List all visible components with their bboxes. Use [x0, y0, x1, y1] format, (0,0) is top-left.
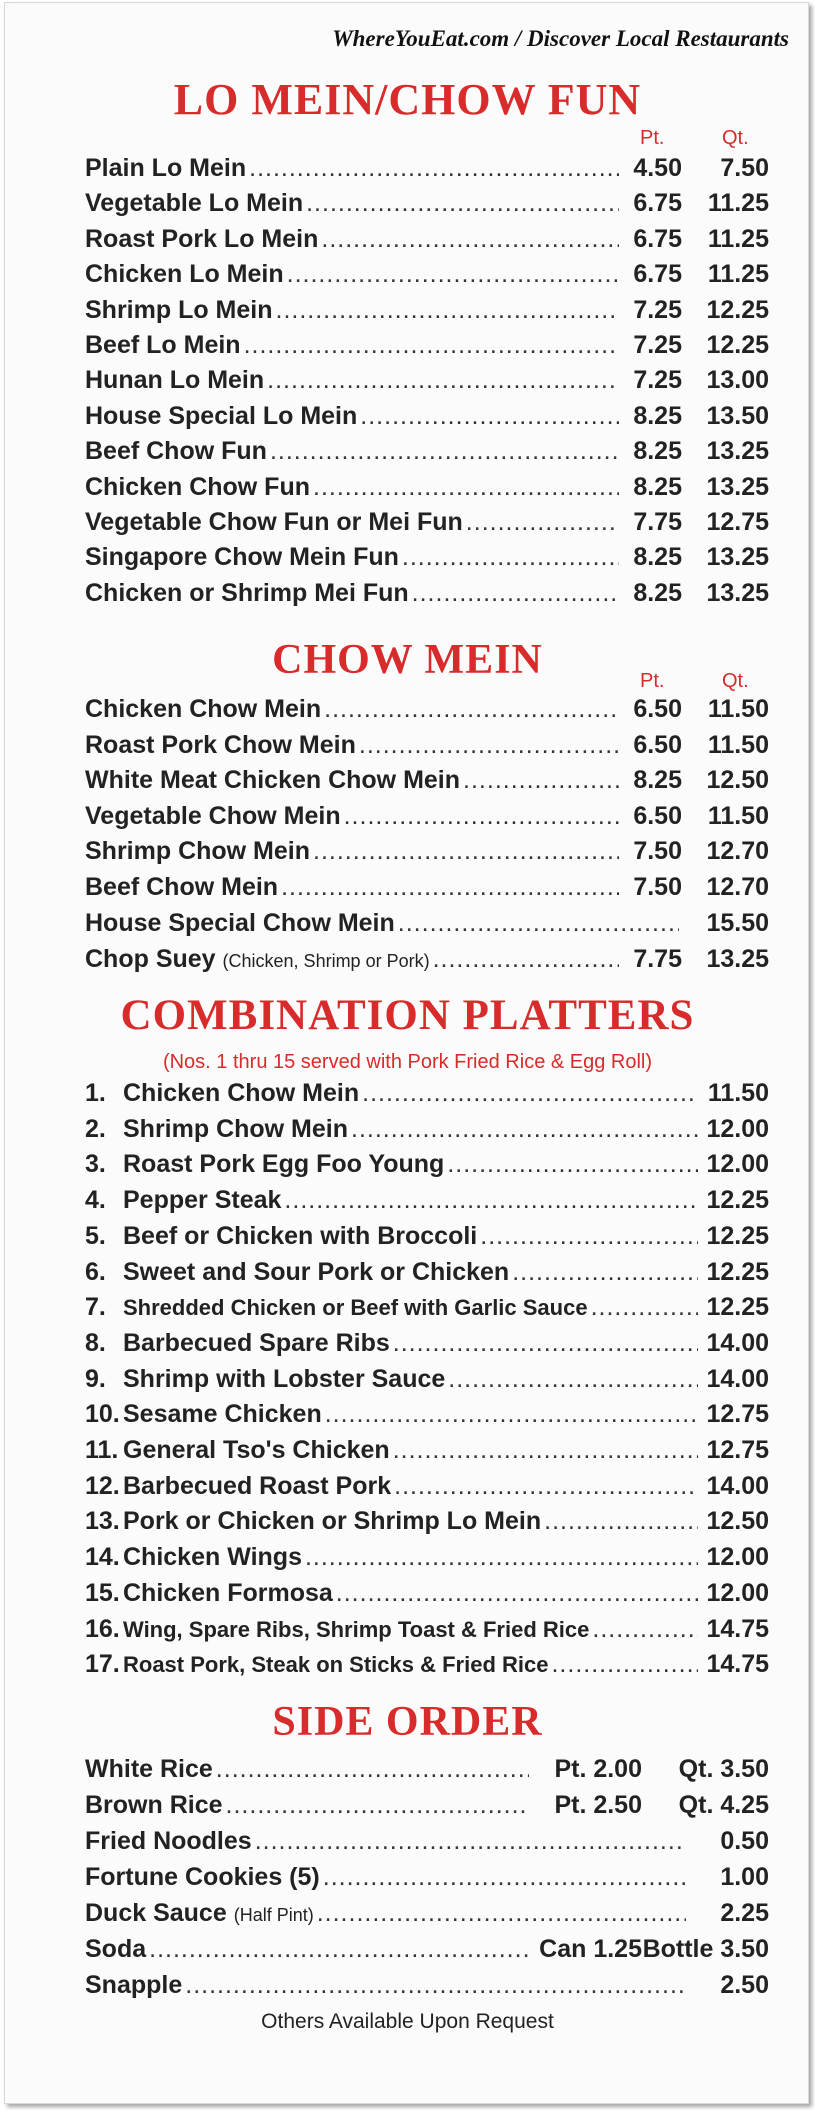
item-price-pt: 7.50 [633, 873, 682, 901]
dot-leader [336, 1579, 698, 1608]
item-price: 11.50 [707, 1079, 769, 1107]
item-price-pt: 7.75 [633, 945, 682, 973]
list-item [85, 1543, 769, 1579]
item-price-qt: 13.25 [706, 472, 769, 501]
item-price: 14.00 [706, 1328, 769, 1357]
item-name: Plain Lo Mein [85, 154, 247, 182]
dot-leader [398, 909, 679, 938]
dot-leader [466, 508, 619, 537]
dot-leader [512, 1258, 698, 1287]
lo-mein-title: LO MEIN/CHOW FUN [173, 75, 642, 124]
item-price-qt: 13.25 [706, 437, 769, 466]
item-name: Duck Sauce (Half Pint) [85, 1899, 314, 1927]
item-price: 12.00 [706, 1543, 769, 1572]
dot-leader [249, 154, 619, 183]
item-number: 7. [85, 1293, 106, 1322]
list-item [85, 873, 769, 909]
item-price: 2.25 [720, 1899, 769, 1927]
list-item [85, 1579, 769, 1615]
list-item [85, 837, 769, 873]
list-item [85, 189, 769, 225]
item-price: 2.50 [720, 1971, 769, 1999]
item-price-pt: 8.25 [633, 437, 682, 466]
item-name: Chicken Chow Mein [123, 1079, 360, 1107]
dot-leader [185, 1971, 686, 2000]
list-item [85, 1329, 769, 1365]
item-price-pt: 8.25 [633, 578, 682, 607]
item-name: Beef Lo Mein [85, 331, 241, 359]
list-item [85, 1186, 769, 1222]
item-price-qt: Qt. 3.50 [678, 1755, 769, 1783]
item-price-qt: 13.00 [706, 366, 769, 395]
item-number: 3. [85, 1150, 106, 1179]
item-price-pt: 7.25 [633, 295, 682, 324]
item-name: Chicken Formosa [123, 1578, 333, 1607]
item-name: General Tso's Chicken [123, 1436, 390, 1464]
item-number: 12. [85, 1471, 120, 1500]
item-name: Sweet and Sour Pork or Chicken [123, 1257, 510, 1286]
item-number: 10. [85, 1400, 120, 1429]
item-name: House Special Lo Mein [85, 401, 358, 430]
dot-leader [592, 1615, 698, 1644]
dot-leader [317, 1899, 686, 1928]
list-item [85, 508, 769, 544]
item-number: 15. [85, 1578, 120, 1607]
item-name: Roast Pork Lo Mein [85, 224, 319, 253]
item-name: Vegetable Chow Fun or Mei Fun [85, 508, 463, 536]
dot-leader [267, 366, 619, 395]
item-price-qt: 12.25 [706, 295, 769, 324]
item-name: Singapore Chow Mein Fun [85, 543, 399, 572]
item-name: Snapple [85, 1971, 183, 1999]
item-price-qt: 11.25 [707, 260, 769, 289]
list-item [85, 1365, 769, 1401]
list-item [85, 366, 769, 402]
item-price: 12.25 [706, 1186, 769, 1215]
item-number: 1. [85, 1079, 106, 1107]
dot-leader [551, 1650, 698, 1679]
item-price-pt: 7.25 [633, 366, 682, 395]
item-name: Shredded Chicken or Beef with Garlic Sauce [123, 1295, 588, 1321]
item-name: Chicken Lo Mein [85, 260, 284, 289]
dot-leader [284, 1186, 698, 1215]
item-number: 17. [85, 1650, 120, 1679]
item-price-pt: 7.25 [633, 331, 682, 359]
item-name: Fortune Cookies (5) [85, 1863, 320, 1891]
item-note: (Chicken, Shrimp or Pork) [222, 951, 430, 971]
item-price-qt: 7.50 [720, 154, 769, 182]
dot-leader [362, 1079, 698, 1108]
item-name: Beef Chow Mein [85, 873, 279, 901]
item-name: Soda [85, 1935, 147, 1963]
item-price-qt: 13.25 [706, 578, 769, 607]
item-price-qt: 11.50 [707, 801, 769, 830]
dot-leader [393, 1329, 698, 1358]
item-number: 14. [85, 1543, 120, 1572]
lo-mein-qt-header: Qt. [722, 127, 749, 149]
item-name: Hunan Lo Mein [85, 366, 265, 395]
item-price: 1.00 [720, 1863, 769, 1891]
item-name: Roast Pork, Steak on Sticks & Fried Rice [123, 1652, 549, 1678]
list-item [85, 579, 769, 615]
item-name: Chicken Chow Mein [85, 695, 322, 723]
item-name: White Rice [85, 1755, 213, 1783]
item-name: Beef Chow Fun [85, 437, 267, 466]
dot-leader [281, 873, 619, 902]
dot-leader [270, 437, 619, 466]
dot-leader [448, 1365, 698, 1394]
item-price: 14.75 [706, 1650, 769, 1679]
item-name: White Meat Chicken Chow Mein [85, 766, 461, 795]
item-price: 15.50 [706, 909, 769, 937]
list-item [85, 296, 769, 332]
item-price: 14.75 [706, 1614, 769, 1643]
item-price-qt: 13.25 [706, 543, 769, 572]
item-price: 12.75 [706, 1436, 769, 1464]
list-item [85, 1863, 769, 1899]
item-price-qt: 12.75 [706, 508, 769, 536]
item-number: 6. [85, 1257, 106, 1286]
item-name: Sesame Chicken [123, 1400, 322, 1429]
dot-leader [325, 1400, 698, 1429]
item-name: Roast Pork Chow Mein [85, 730, 356, 759]
item-price: 12.25 [706, 1221, 769, 1250]
list-item [85, 1400, 769, 1436]
item-price-pt: 6.50 [633, 730, 682, 759]
site-header: WhereYouEat.com / Discover Local Restaurants [332, 26, 789, 51]
dot-leader [255, 1827, 686, 1856]
item-name: Brown Rice [85, 1791, 223, 1819]
list-item [85, 473, 769, 509]
item-price-pt: 6.75 [633, 189, 682, 218]
item-name: Pork or Chicken or Shrimp Lo Mein [123, 1507, 542, 1536]
item-name: Pepper Steak [123, 1186, 282, 1215]
item-price: 12.75 [706, 1400, 769, 1429]
item-price-pt: 6.50 [633, 695, 682, 723]
item-price-pt: 6.75 [633, 260, 682, 289]
item-price: 12.00 [706, 1578, 769, 1607]
item-price-bottle: Bottle 3.50 [642, 1935, 769, 1963]
list-item [85, 1293, 769, 1329]
item-name: Barbecued Spare Ribs [123, 1328, 390, 1357]
item-name: Fried Noodles [85, 1827, 252, 1855]
dot-leader [149, 1935, 529, 1964]
item-price: 14.00 [706, 1471, 769, 1500]
dot-leader [480, 1222, 698, 1251]
dot-leader [394, 1472, 698, 1501]
side-order-title: SIDE ORDER [272, 1699, 543, 1745]
item-number: 16. [85, 1614, 120, 1643]
item-price-qt: 11.25 [707, 224, 769, 253]
chow-mein-title: CHOW MEIN [272, 637, 543, 683]
item-price-qt: 13.50 [706, 401, 769, 430]
item-number: 2. [85, 1114, 106, 1143]
list-item [85, 402, 769, 438]
dot-leader [216, 1755, 529, 1784]
list-item [85, 331, 769, 367]
dot-leader [305, 1543, 698, 1572]
list-item [85, 260, 769, 296]
item-price-qt: 13.25 [706, 945, 769, 973]
item-price: 12.25 [706, 1293, 769, 1322]
item-name: Wing, Spare Ribs, Shrimp Toast & Fried Rice [123, 1616, 590, 1642]
list-item [85, 1899, 769, 1935]
item-price-qt: 11.25 [707, 189, 769, 218]
list-item [85, 1115, 769, 1151]
list-item [85, 154, 769, 190]
dot-leader [321, 225, 619, 254]
dot-leader [360, 402, 619, 431]
dot-leader [244, 331, 619, 360]
item-price-pt: 8.25 [633, 543, 682, 572]
dot-leader [306, 189, 619, 218]
list-item [85, 543, 769, 579]
item-price-can: Can 1.25 [539, 1935, 642, 1963]
item-number: 5. [85, 1221, 106, 1250]
item-price-pt: 4.50 [633, 154, 682, 182]
item-name: Shrimp with Lobster Sauce [123, 1364, 446, 1393]
item-name: Barbecued Roast Pork [123, 1471, 392, 1500]
item-note: (Half Pint) [233, 1905, 314, 1925]
item-name: Chicken or Shrimp Mei Fun [85, 578, 409, 607]
item-name: Shrimp Lo Mein [85, 295, 273, 324]
dot-leader [412, 579, 619, 608]
list-item [85, 1650, 769, 1686]
lo-mein-pt-header: Pt. [640, 127, 665, 149]
item-number: 4. [85, 1186, 106, 1215]
item-name: House Special Chow Mein [85, 909, 395, 937]
list-item [85, 695, 769, 731]
list-item [85, 1472, 769, 1508]
dot-leader [276, 296, 620, 325]
dot-leader [447, 1150, 698, 1179]
dot-leader [313, 473, 619, 502]
list-item [85, 225, 769, 261]
item-price-qt: 11.50 [707, 695, 769, 723]
item-name: Chop Suey (Chicken, Shrimp or Pork) [85, 945, 430, 973]
item-price-pt: 8.25 [633, 766, 682, 795]
list-item [85, 1791, 769, 1827]
item-price: 14.00 [706, 1364, 769, 1393]
item-price: 12.50 [706, 1507, 769, 1536]
dot-leader [433, 945, 619, 974]
item-price-pt: 6.50 [633, 801, 682, 830]
list-item [85, 1755, 769, 1791]
dot-leader [344, 802, 619, 831]
chow-mein-pt-header: Pt. [640, 670, 665, 692]
dot-leader [544, 1507, 698, 1536]
item-name: Roast Pork Egg Foo Young [123, 1150, 445, 1179]
dot-leader [351, 1115, 698, 1144]
list-item [85, 1258, 769, 1294]
combo-subtitle: (Nos. 1 thru 15 served with Pork Fried Rice & Egg Roll) [162, 1051, 653, 1073]
chow-mein-qt-header: Qt. [722, 670, 749, 692]
item-price: 12.00 [706, 1114, 769, 1143]
list-item [85, 766, 769, 802]
item-name: Vegetable Chow Mein [85, 801, 341, 830]
item-price-pt: 7.50 [633, 837, 682, 866]
list-item [85, 1935, 769, 1971]
item-price-pt: 6.75 [633, 224, 682, 253]
item-name: Chicken Chow Fun [85, 472, 310, 501]
item-price: 0.50 [720, 1827, 769, 1855]
dot-leader [359, 731, 619, 760]
item-name: Shrimp Chow Mein [123, 1114, 348, 1143]
item-price-qt: 12.70 [706, 837, 769, 866]
item-name: Beef or Chicken with Broccoli [123, 1221, 478, 1250]
item-price-pt: Pt. 2.50 [554, 1791, 642, 1819]
dot-leader [324, 695, 619, 724]
combo-title: COMBINATION PLATTERS [120, 992, 695, 1039]
list-item [85, 1150, 769, 1186]
item-price-qt: 11.50 [707, 730, 769, 759]
item-name: Vegetable Lo Mein [85, 189, 304, 218]
list-item [85, 802, 769, 838]
item-price-qt: 12.50 [706, 766, 769, 795]
dot-leader [313, 837, 619, 866]
item-number: 11. [85, 1436, 119, 1464]
item-price-qt: 12.25 [706, 331, 769, 359]
list-item [85, 731, 769, 767]
item-price-pt: Pt. 2.00 [554, 1755, 642, 1783]
list-item [85, 1436, 769, 1472]
dot-leader [323, 1863, 686, 1892]
dot-leader [393, 1436, 698, 1465]
item-price: 12.25 [706, 1257, 769, 1286]
item-number: 13. [85, 1507, 120, 1536]
list-item [85, 437, 769, 473]
list-item [85, 1827, 769, 1863]
list-item [85, 1615, 769, 1651]
item-price: 12.00 [706, 1150, 769, 1179]
dot-leader [226, 1791, 529, 1820]
item-price-qt: Qt. 4.25 [678, 1791, 769, 1819]
item-number: 9. [85, 1364, 106, 1393]
list-item [85, 1222, 769, 1258]
item-price-pt: 7.75 [633, 508, 682, 536]
dot-leader [591, 1293, 698, 1322]
dot-leader [402, 543, 619, 572]
item-price-pt: 8.25 [633, 472, 682, 501]
item-number: 8. [85, 1328, 106, 1357]
item-name: Chicken Wings [123, 1543, 302, 1572]
dot-leader [463, 766, 619, 795]
item-price-pt: 8.25 [633, 401, 682, 430]
list-item [85, 1507, 769, 1543]
list-item [85, 945, 769, 981]
dot-leader [287, 260, 619, 289]
list-item [85, 1971, 769, 2007]
list-item [85, 909, 769, 945]
footer-note: Others Available Upon Request [261, 2010, 554, 2033]
list-item [85, 1079, 769, 1115]
item-price-qt: 12.70 [706, 873, 769, 901]
item-name: Shrimp Chow Mein [85, 837, 310, 866]
